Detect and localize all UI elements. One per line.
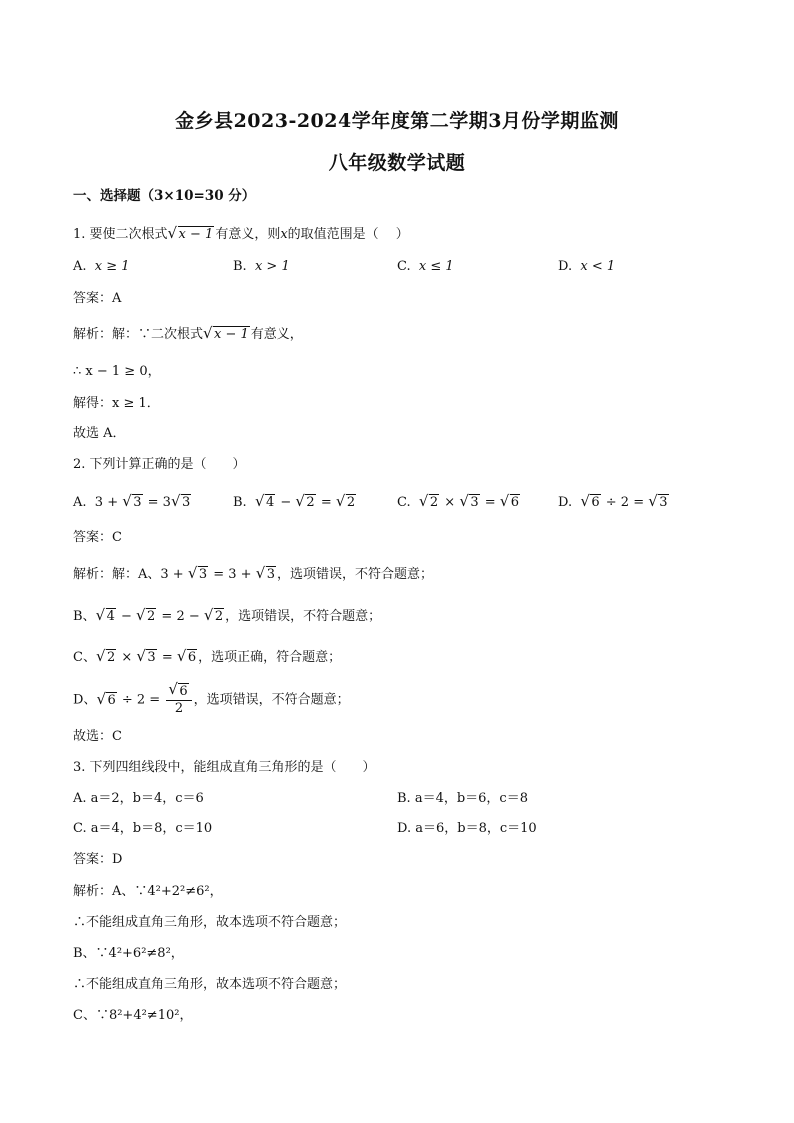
- analysis-text: ×: [117, 650, 137, 665]
- radicand: 6: [187, 650, 197, 665]
- option-label: D.: [558, 495, 573, 510]
- option-radical: [501, 494, 520, 512]
- q3-option-d: D. a＝6，b＝8，c＝10: [397, 821, 537, 836]
- analysis-radical: [97, 608, 116, 626]
- option-radical: [123, 494, 142, 512]
- exam-title: 金乡县2023-2024学年度第二学期3月份学期监测: [175, 110, 619, 132]
- option-expr: x > 1: [254, 259, 290, 274]
- analysis-text: = 3 +: [209, 567, 256, 582]
- option-label: B.: [233, 495, 247, 510]
- radicand: 3: [659, 495, 668, 510]
- q3-option-c: C. a＝4，b＝8，c＝10: [73, 821, 213, 836]
- analysis-radical: [97, 649, 116, 667]
- analysis-text: ，选项错误，不符合题意；: [193, 692, 350, 708]
- q3-analysis-a-result: ∴不能组成直角三角形，故本选项不符合题意；: [73, 915, 347, 930]
- q1-analysis-post: 有意义，: [250, 327, 303, 342]
- option-radical: [581, 494, 600, 512]
- radicand: 3: [470, 495, 479, 510]
- option-radical: [649, 494, 668, 512]
- option-label: C.: [397, 259, 411, 274]
- analysis-radical: [189, 566, 208, 584]
- analysis-text: = 2 −: [157, 609, 204, 624]
- radicand: 4: [265, 495, 275, 510]
- analysis-radical: [178, 649, 197, 667]
- analysis-text: =: [157, 650, 177, 665]
- radicand: 3: [181, 495, 191, 510]
- radicand: 2: [147, 609, 156, 624]
- analysis-radical: [97, 684, 116, 718]
- q3-analysis-b-result: ∴不能组成直角三角形，故本选项不符合题意；: [73, 977, 347, 992]
- analysis-radical: [205, 608, 224, 626]
- radicand: 2: [214, 609, 224, 624]
- q1-option-c: [397, 258, 454, 276]
- q2-option-a: [73, 494, 192, 512]
- q1-option-a: [73, 258, 130, 276]
- analysis-radical: [137, 649, 156, 667]
- radicand: 6: [179, 684, 188, 699]
- q1-analysis-radical: [204, 326, 250, 344]
- analysis-text: 解析：解：A、3 +: [73, 567, 188, 582]
- q1-radicand: x − 1: [178, 227, 214, 242]
- q2-option-c: [397, 494, 521, 512]
- option-expr: x ≤ 1: [418, 259, 454, 274]
- option-label: B.: [233, 259, 247, 274]
- analysis-radical: [169, 683, 188, 700]
- radicand: 6: [510, 495, 520, 510]
- q2-stem: 2. 下列计算正确的是（ ）: [73, 457, 246, 472]
- radicand: 2: [106, 650, 116, 665]
- q2-analysis-a: [73, 566, 433, 584]
- q2-analysis-d: [73, 683, 350, 718]
- q1-step2: 解得：x ≥ 1．: [73, 396, 160, 411]
- analysis-fraction: [166, 683, 191, 717]
- option-expr: x < 1: [580, 259, 616, 274]
- option-label: D.: [558, 259, 573, 274]
- option-radical: [420, 494, 439, 512]
- option-term: =: [316, 495, 336, 510]
- q3-analysis-b: B、∵4²+6²≠8²，: [73, 946, 184, 961]
- q3-option-b: B. a＝4，b＝6，c＝8: [397, 791, 528, 806]
- analysis-text: B、: [73, 609, 96, 624]
- option-radical: [296, 494, 315, 512]
- option-term: =: [480, 495, 500, 510]
- q1-analysis: [73, 326, 303, 344]
- q2-option-d: [558, 494, 670, 512]
- q1-option-b: [233, 258, 290, 276]
- option-expr: x ≥ 1: [94, 259, 130, 274]
- option-radical: [460, 494, 479, 512]
- radicand: 6: [591, 495, 600, 510]
- q2-option-b: [233, 494, 357, 512]
- radicand: 3: [147, 650, 156, 665]
- radicand: 2: [306, 495, 315, 510]
- analysis-text: −: [116, 609, 137, 624]
- option-radical: [337, 494, 356, 512]
- radicand: 6: [107, 692, 116, 708]
- analysis-text: ÷ 2 =: [117, 692, 165, 708]
- q2-answer: 答案：C: [73, 530, 122, 545]
- q2-analysis-c: [73, 649, 341, 667]
- option-term: −: [276, 495, 296, 510]
- section-heading: 一、选择题（3×10=30 分）: [73, 188, 256, 204]
- q1-answer: 答案：A: [73, 291, 122, 306]
- q1-option-d: [558, 258, 615, 276]
- option-label: C.: [397, 495, 411, 510]
- q1-step1: ∴ x − 1 ≥ 0，: [73, 364, 161, 379]
- q1-analysis-radicand: x − 1: [214, 327, 249, 342]
- option-term: = 3: [143, 495, 171, 510]
- exam-subtitle: 八年级数学试题: [328, 152, 466, 174]
- option-term: ÷ 2 =: [601, 495, 649, 510]
- analysis-radical: [137, 608, 156, 626]
- radicand: 3: [198, 567, 208, 582]
- radicand: 3: [266, 567, 275, 582]
- q1-analysis-pre: 解析：解：∵二次根式: [73, 327, 204, 342]
- option-radical: [172, 494, 191, 512]
- q3-stem: 3. 下列四组线段中，能组成直角三角形的是（ ）: [73, 760, 376, 775]
- q1-stem-mid: 有意义，则: [215, 227, 281, 242]
- analysis-text: ，选项错误，不符合题意；: [225, 609, 382, 624]
- fraction-numerator: [166, 683, 191, 701]
- analysis-text: C、: [73, 650, 96, 665]
- analysis-radical: [257, 566, 276, 584]
- analysis-text: ，选项错误，不符合题意；: [276, 567, 433, 582]
- analysis-text: ，选项正确，符合题意；: [198, 650, 342, 665]
- radicand: 4: [106, 609, 115, 624]
- q1-conclusion: 故选 A．: [73, 426, 126, 441]
- q1-variable: x: [280, 227, 288, 242]
- radicand: 2: [346, 495, 356, 510]
- fraction-denominator: 2: [174, 701, 184, 716]
- option-label: A.: [73, 495, 87, 510]
- option-radical: [256, 494, 275, 512]
- q2-analysis-b: [73, 608, 381, 626]
- q1-stem-post: 的取值范围是（ ）: [287, 227, 409, 242]
- radicand: 3: [133, 495, 142, 510]
- option-term: 3 +: [94, 495, 123, 510]
- q1-stem: [73, 226, 409, 244]
- q1-stem-pre: 1. 要使二次根式: [73, 227, 168, 242]
- analysis-text: D、: [73, 692, 97, 708]
- option-label: A.: [73, 259, 87, 274]
- q3-analysis-a: 解析：A、∵4²+2²≠6²，: [73, 884, 223, 899]
- radicand: 2: [429, 495, 439, 510]
- q1-radical: [169, 226, 215, 244]
- option-term: ×: [440, 495, 460, 510]
- q3-analysis-c: C、∵8²+4²≠10²，: [73, 1008, 193, 1023]
- q2-conclusion: 故选：C: [73, 729, 122, 744]
- q3-answer: 答案：D: [73, 852, 123, 867]
- q3-option-a: A. a＝2，b＝4，c＝6: [73, 791, 204, 806]
